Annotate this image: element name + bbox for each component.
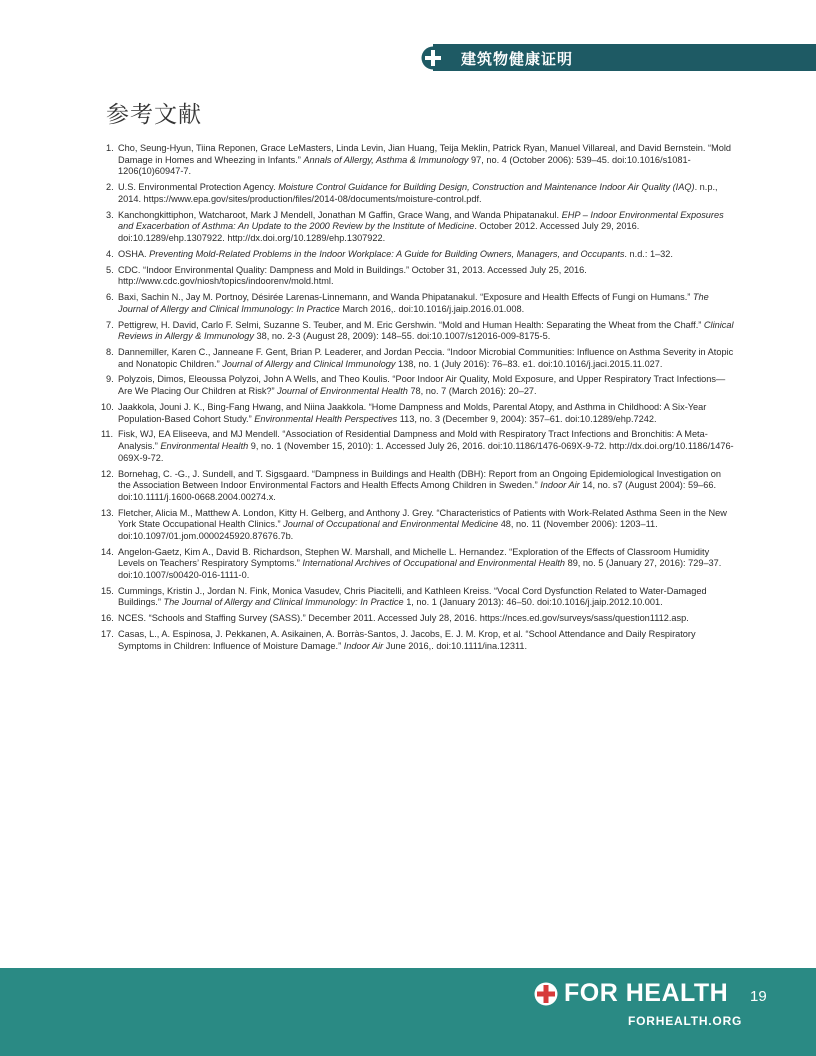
reference-pre: Jaakkola, Jouni J. K., Bing-Fang Hwang, and Niina Jaakkola. “Home Dampness and Molds, Parental Atopy, and Asthma in Childhood: A Six-Year Population-Based Cohort Study.” [118,401,707,424]
reference-number: 4. [106,248,114,259]
reference-number: 16. [101,613,114,624]
reference-pre: Kanchongkittiphon, Watcharoot, Mark J Mendell, Jonathan M Gaffin, Grace Wang, and Wanda Phipatanakul. [118,209,562,220]
reference-number: 14. [101,546,114,557]
reference-journal: Journal of Occupational and Environmental Medicine [283,519,499,530]
reference-post: 38, no. 2-3 (August 28, 2009): 148–55. doi:10.1007/s12016-009-8175-5. [254,331,551,342]
reference-item [106,265,734,288]
reference-post: 78, no. 7 (March 2016): 20–27. [407,386,537,397]
reference-number: 6. [106,292,114,303]
reference-journal: Environmental Health Perspectives [254,413,398,424]
reference-number: 3. [106,209,114,220]
reference-item [101,401,734,425]
page-title: 参考文献 [106,102,202,128]
footer-brand: FOR HEALTH [564,979,729,1007]
reference-journal: Preventing Mold-Related Problems in the Indoor Workplace: A Guide for Building Owners, Managers, and Occupants [149,248,625,259]
reference-number: 13. [101,507,114,518]
reference-item [106,249,734,261]
reference-post: 89, no. 5 (January 27, 2016): 729–37. doi:10.1007/s00420-016-1111-0. [118,558,722,580]
reference-pre: Cummings, Kristin J., Jordan N. Fink, Monica Vasudev, Chris Piacitelli, and Kathleen Kreiss. “Vocal Cord Dysfunction Related to Water-Damaged Buildings.” [118,585,707,608]
reference-post: 14, no. s7 (August 2004): 59–66. doi:10.1111/j.1600-0668.2004.00274.x. [118,480,717,502]
reference-post: 138, no. 1 (July 2016): 76–83. e1. doi:10.1016/j.jaci.2015.11.027. [395,358,663,369]
reference-item [101,629,734,652]
reference-journal: Journal of Allergy and Clinical Immunology [222,358,396,369]
reference-journal: The Journal of Allergy and Clinical Immunology: In Practice [163,597,404,608]
reference-item [106,210,734,245]
reference-item [101,468,734,504]
reference-pre: Casas, L., A. Espinosa, J. Pekkanen, A. Asikainen, A. Borràs-Santos, J. Jacobs, E. J. M. Krop, et al. “School Attendance and Daily Respiratory Symptoms in Children: Influence of Moisture Damage.” [118,629,696,651]
reference-item [106,292,734,315]
reference-number: 5. [106,264,114,275]
reference-pre: Pettigrew, H. David, Carlo F. Selmi, Suzanne S. Teuber, and M. Eric Gershwin. “Mold and Human Health: Separating the Wheat from the Chaff.” [118,319,704,330]
reference-journal: The Journal of Allergy and Clinical Immunology: In Practice [118,292,709,314]
reference-list [101,143,734,657]
reference-pre: U.S. Environmental Protection Agency. [118,182,279,193]
reference-pre: Angelon-Gaetz, Kim A., David B. Richardson, Stephen W. Marshall, and Michelle L. Hernandez. “Exploration of the Effects of Classroom Humidity Levels on Teachers’ Respiratory Symptoms.” [118,546,710,569]
reference-journal: Indoor Air [540,480,580,491]
reference-item [101,429,734,464]
reference-pre: NCES. “Schools and Staffing Survey (SASS).” December 2011. Accessed July 28, 2016. https://nces.ed.gov/surveys/sass/question1112.asp. [118,613,689,624]
reference-pre: Fletcher, Alicia M., Matthew A. London, Kitty H. Gelberg, and Anthony J. Grey. “Characteristics of Patients with Work-Related Asthma Seen in the New York State Occupational Health Clinics.” [118,507,727,530]
reference-post: 9, no. 1 (November 15, 2010): 1. Accessed July 26, 2016. doi:10.1186/1476-069X-9-72. http://dx.doi.org/10.1186/1476-069X-9-72. [118,441,734,463]
reference-post: 1, no. 1 (January 2013): 46–50. doi:10.1016/j.jaip.2012.10.001. [403,597,663,608]
footer-url[interactable]: FORHEALTH.ORG [628,1014,743,1028]
header-bar [433,44,816,71]
reference-post: June 2016,. doi:10.1111/ina.12311. [383,640,528,651]
reference-number: 7. [106,319,114,330]
reference-post: . October 2012. Accessed July 29, 2016. doi:10.1289/ehp.1307922. http://dx.doi.org/10.1289/ehp.1307922. [118,221,640,243]
reference-number: 2. [106,182,114,193]
reference-pre: Cho, Seung-Hyun, Tiina Reponen, Grace LeMasters, Linda Levin, Jian Huang, Teija Meklin, Patrick Ryan, Manuel Villareal, and David Bernstein. “Mold Damage in Homes and Wheezing in Infants.” [118,143,731,165]
reference-pre: Polyzois, Dimos, Eleoussa Polyzoi, John A Wells, and Theo Koulis. “Poor Indoor Air Quality, Mold Exposure, and Upper Respiratory Tract Infections—Are We Placing Our Children at Risk?” [118,374,726,397]
reference-journal: Moisture Control Guidance for Building Design, Construction and Maintenance Indoor Air Quality (IAQ) [278,182,695,193]
reference-post: . n.d.: 1–32. [624,248,673,259]
reference-number: 1. [106,143,114,153]
red-cross-icon [534,982,558,1006]
reference-pre: Dannemiller, Karen C., Janneane F. Gent, Brian P. Leaderer, and Jordan Peccia. “Indoor Microbial Communities: Influence on Asthma Severity in Atopic and Nonatopic Children.” [118,346,734,369]
reference-number: 12. [101,468,114,479]
reference-item [106,347,734,370]
reference-journal: Clinical Reviews in Allergy & Immunology [118,319,734,342]
reference-pre: Fisk, WJ, EA Eliseeva, and MJ Mendell. “Association of Residential Dampness and Mold with Respiratory Tract Infections and Bronchitis: A Meta-Analysis.” [118,429,708,452]
reference-item [101,585,734,609]
reference-journal: Annals of Allergy, Asthma & Immunology [303,154,469,165]
reference-number: 15. [101,585,114,596]
reference-post: . n.p., 2014. https://www.epa.gov/sites/production/files/2014-08/documents/moisture-control.pdf. [118,182,718,204]
reference-item [106,182,734,205]
reference-number: 17. [101,629,114,640]
reference-item [106,143,734,178]
reference-pre: CDC. “Indoor Environmental Quality: Dampness and Mold in Buildings.” October 31, 2013. Accessed July 25, 2016. http://www.cdc.gov/niosh/topics/indoorenv/mold.html. [118,264,587,287]
reference-pre: Bornehag, C. -G., J. Sundell, and T. Sigsgaard. “Dampness in Buildings and Health (DBH): Report from an Ongoing Epidemiological Investigation on the Association Between Indoor Environmental Factors and Health Effects Among Children in Sweden.” [118,468,721,491]
reference-number: 8. [106,346,114,357]
reference-item [106,320,734,343]
reference-post: 113, no. 3 (December 9, 2004): 357–61. doi:10.1289/ehp.7242. [397,413,657,424]
reference-item [106,374,734,397]
header-title: 建筑物健康证明 [461,50,574,68]
reference-journal: Indoor Air [343,640,384,651]
reference-item [101,546,734,582]
reference-number: 9. [106,374,114,385]
page-number: 19 [750,988,767,1005]
reference-journal: EHP – Indoor Environmental Exposures and Exacerbation of Asthma: An Update to the 2000 Review by the Institute of Medicine [118,209,724,232]
reference-post: 97, no. 4 (October 2006): 539–45. doi:10.1016/s1081-1206(10)60947-7. [118,154,691,177]
plus-circle-icon [421,46,445,70]
reference-journal: International Archives of Occupational and Environmental Health [302,558,566,569]
reference-item [101,613,734,625]
reference-journal: Environmental Health [160,441,249,452]
reference-post: 48, no. 11 (November 2006): 1203–11. doi:10.1097/01.jom.0000245920.87676.7b. [118,519,658,541]
reference-pre: Baxi, Sachin N., Jay M. Portnoy, Désirée Larenas-Linnemann, and Wanda Phipatanakul. “Exposure and Health Effects of Fungi on Humans.” [118,292,693,303]
reference-pre: OSHA. [118,248,150,259]
reference-item [101,507,734,543]
reference-number: 11. [101,429,114,440]
reference-number: 10. [101,401,114,412]
reference-journal: Journal of Environmental Health [277,386,408,397]
reference-post: March 2016,. doi:10.1016/j.jaip.2016.01.008. [339,303,525,314]
